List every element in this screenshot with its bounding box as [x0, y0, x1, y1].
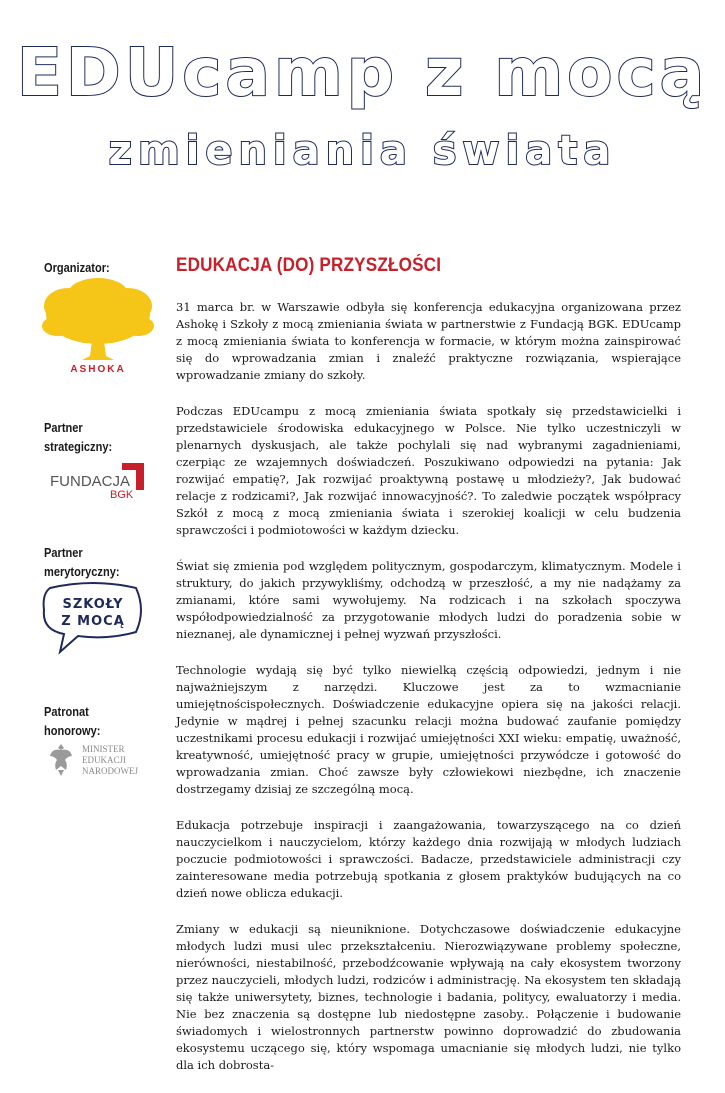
bgk-text: BGK — [110, 489, 134, 500]
szkoly-z-moca-logo — [38, 580, 148, 660]
paragraph-2: Podczas EDUcampu z mocą zmieniania świata spotkały się przedstawicielki i przedstawiciele środowiska edukacyjnego w Polsce. Nie tylko uczestniczyli w plenarnych dyskusjach, ale także pochylali się nad wybranymi zagadnieniami, czerpiąc ze wzajemnych doświadczeń. Poszukiwano odpowiedzi na pytania: Jak rozwijać empatię?, Jak rozwijać proaktywną postawę u młodzieży?, Jak budować relacje z rodzicami?, Jak rozwijać innowacyjność?. To zaledwie początek współpracy Szkół z mocą z mocą zmieniania świata i szerokiej koalicji w celu budzenia sprawczości i podmiotowości w każdym dziecku. — [176, 404, 681, 537]
minister-text-line3: NARODOWEJ — [82, 766, 138, 776]
paragraph-4: Technologie wydają się być tylko niewielką częścią odpowiedzi, jednym i nie najważniejszym z narzędzi. Kluczowe jest za to wzmacnianie umiejętnościspołecznych. Doświadczenie edukacyjne opiera się na jakości relacji. Jedynie w mądrej i pełnej szacunku relacji można budować zaufanie pomiędzy uczestnikami procesu edukacji i rozwijać umiejętności XXI wieku: empatię, uważność, kreatywność, umiejętność pracy w grupie, umiejętności przywódcze i gotowość do wprowadzania zmian. Choć zawsze były człowiekowi niezbędne, ich znaczenie dostrzegamy dzisiaj ze szczególną mocą. — [176, 663, 681, 796]
patronage-label-line1: Patronat — [44, 704, 89, 719]
paragraph-5: Edukacja potrzebuje inspiracji i zaangażowania, towarzyszącego na co dzień nauczycielkom i nauczycielom, którzy każdego dnia rozwijają w młodych ludziach poczucie podmiotowości i sprawczości. Badacze, przedstawiciele administracji czy zainteresowane media potrzebują spotkania z głosem praktyków budujących na co dzień nowe oblicza edukacji. — [176, 818, 681, 900]
eagle-emblem-icon — [50, 744, 72, 776]
minister-edukacji-logo — [48, 740, 158, 782]
partner-content-label-line1: Partner — [44, 545, 83, 560]
minister-text-line2: EDUKACJI — [82, 755, 126, 765]
partner-strategic-label-line1: Partner — [44, 420, 83, 435]
header — [0, 0, 725, 200]
partner-content-label — [44, 543, 120, 581]
fundacja-text: FUNDACJA — [50, 473, 131, 490]
headline-subtitle: zmieniania świata — [108, 128, 617, 174]
tree-icon — [42, 278, 154, 360]
patronage-label — [44, 702, 100, 740]
ashoka-logo — [38, 276, 158, 376]
fundacja-bgk-logo — [48, 460, 158, 500]
paragraph-6: Zmiany w edukacji są nieuniknione. Dotychczasowe doświadczenie edukacyjne młodych ludzi musi ulec przekształceniu. Nierozwiązywane problemy społeczne, nierówności, niestabilność, przebodźcowanie wpływają na cały ekosystem tworzony przez nauczycieli, młodych ludzi, rodziców i administrację. Na ekosystem ten składają się także uniwersytety, biznes, technologie i badania, politycy, ewaluatorzy i media. Nie bez znaczenia są dostępne lub niedostępne zasoby.. Połączenie i budowanie świadomych i wielostronnych partnerstw powinno doprowadzić do zbudowania ekosystemu uczącego się, który wspomaga umacnianie się młodych ludzi, nie tylko dla ich dobrosta- — [176, 922, 681, 1072]
article — [176, 255, 681, 1093]
szkoly-text-line2: Z MOCĄ — [61, 614, 125, 629]
minister-text-line1: MINISTER — [82, 744, 125, 754]
organizer-label: Organizator: — [44, 260, 110, 275]
headline-title: EDUcamp z mocą — [16, 34, 709, 111]
paragraph-1: 31 marca br. w Warszawie odbyła się konferencja edukacyjna organizowana przez Ashokę i Szkoły z mocą zmieniania świata w partnerstwie z Fundacją BGK. EDUcamp z mocą zmieniania świata to konferencja w formacie, w którym można zainspirować się do wprowadzania zmian i znaleźć praktyczne rozwiązania, wspierające wprowadzanie zmiany do szkoły. — [176, 300, 681, 382]
patronage-label-line2: honorowy: — [44, 723, 101, 738]
partner-strategic-label — [44, 418, 112, 456]
section-title: EDUKACJA (DO) PRZYSZŁOŚCI — [176, 255, 442, 276]
paragraph-3: Świat się zmienia pod względem politycznym, gospodarczym, klimatycznym. Modele i struktury, do jakich przywykliśmy, odchodzą w przeszłość, a my nie nadążamy za zmianami, które sami wywołujemy. Na rodzicach i na szkołach spoczywa współodpowiedzialność za przygotowanie młodych ludzi do poradzenia sobie w nieznanej, ale dynamicznej i pełnej wyzwań przyszłości. — [176, 559, 681, 641]
partner-strategic-label-line2: strategiczny: — [44, 439, 113, 454]
ashoka-logo-text: ASHOKA — [70, 364, 126, 375]
szkoly-text-line1: SZKOŁY — [62, 597, 124, 612]
partner-content-label-line2: merytoryczny: — [44, 564, 120, 579]
